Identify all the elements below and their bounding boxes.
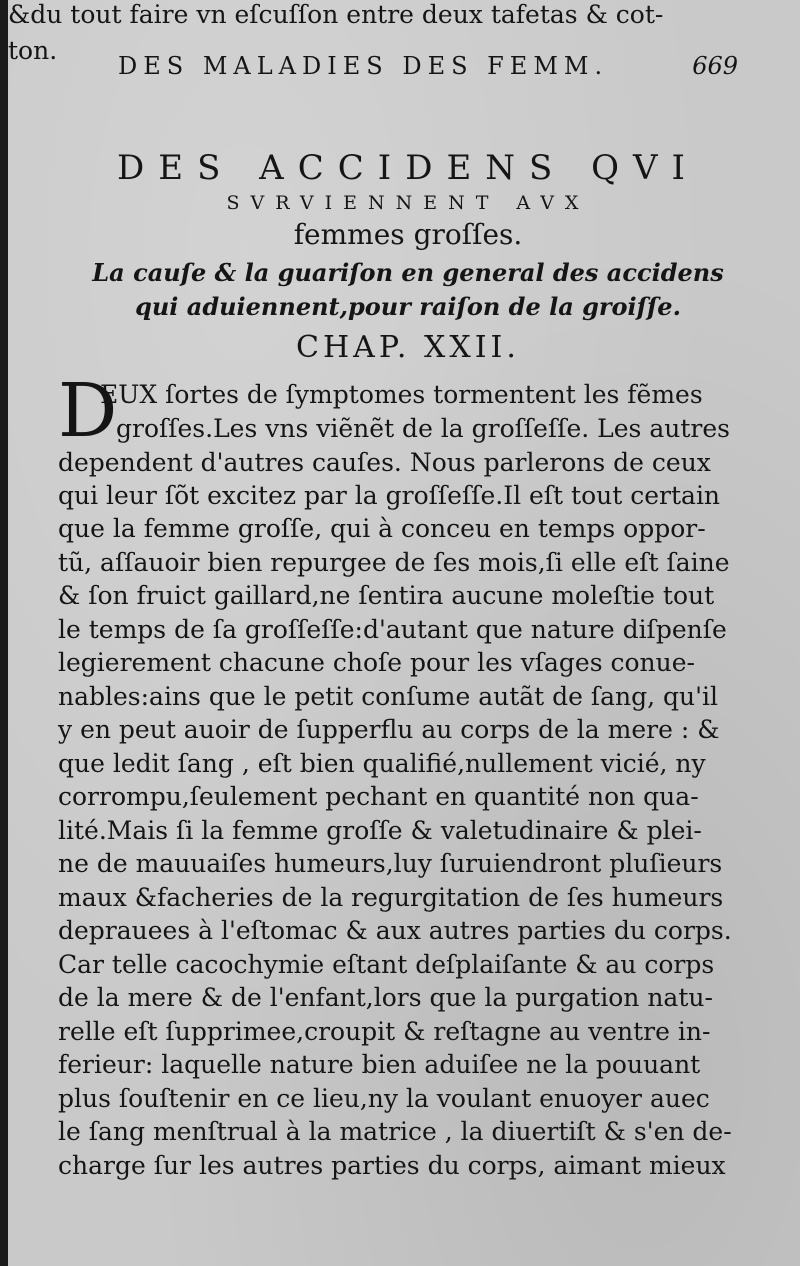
- text-line: groſſes.Les vns viẽnẽt de la groſſeſſe. Les autres: [116, 414, 730, 443]
- text-line: dependent d'autres cauſes. Nous parlerons de ceux: [58, 448, 711, 477]
- text-line: maux &facheries de la regurgitation de ſes humeurs: [58, 883, 724, 912]
- page-number: 669: [692, 52, 738, 80]
- text-line: qui leur ſõt excitez par la groſſeſſe.Il eſt tout certain: [58, 481, 721, 510]
- text-line: EUX ſortes de ſymptomes tormentent les fẽmes: [100, 380, 703, 409]
- text-line: & ſon fruict gaillard,ne ſentira aucune moleſtie tout: [58, 581, 715, 610]
- chapter-summary-line: qui aduiennent,pour raiſon de la groiſſe.: [135, 292, 681, 321]
- text-line: ne de mauuaiſes humeurs,luy ſuruiendront pluſieurs: [58, 849, 723, 878]
- book-page: [8, 0, 800, 1266]
- page-header: [118, 52, 738, 86]
- text-line: que la femme groſſe, qui à conceu en temps oppor-: [58, 514, 706, 543]
- text-line: charge ſur les autres parties du corps, aimant mieux: [58, 1151, 726, 1180]
- text-line: y en peut auoir de ſupperflu au corps de la mere : &: [58, 715, 720, 744]
- text-line: lité.Mais ſi la femme groſſe & valetudinaire & plei-: [58, 816, 702, 845]
- text-line: legierement chacune choſe pour les vſages conue-: [58, 648, 695, 677]
- text-line: relle eſt ſupprimee,croupit & reſtagne au ventre in-: [58, 1017, 711, 1046]
- section-heading: DES ACCIDENS QVI: [117, 148, 699, 188]
- text-line: &du tout faire vn eſcuſſon entre deux tafetas & cot-: [8, 0, 664, 29]
- section-subheading: SVRVIENNENT AVX: [226, 192, 590, 214]
- chapter-summary-line: La cauſe & la guariſon en general des accidens: [92, 258, 724, 287]
- text-line: plus ſouſtenir en ce lieu,ny la voulant enuoyer auec: [58, 1084, 710, 1113]
- drop-cap: D: [58, 368, 118, 454]
- text-line: corrompu,ſeulement pechant en quantité non qua-: [58, 782, 699, 811]
- text-line: Car telle cacochymie eſtant deſplaiſante & au corps: [58, 950, 715, 979]
- section-subheading-2: femmes groſſes.: [293, 218, 523, 251]
- text-line: deprauees à l'eſtomac & aux autres parties du corps.: [58, 916, 732, 945]
- text-line: ton.: [8, 36, 58, 65]
- text-line: le ſang menſtrual à la matrice , la diuertiſt & s'en de-: [58, 1117, 732, 1146]
- text-line: le temps de ſa groſſeſſe:d'autant que nature diſpenſe: [58, 615, 727, 644]
- text-line: nables:ains que le petit conſume autãt de ſang, qu'il: [58, 682, 719, 711]
- running-head: DES MALADIES DES FEMM.: [118, 52, 609, 80]
- text-line: tũ, aſſauoir bien repurgee de ſes mois,ſi elle eſt ſaine: [58, 548, 730, 577]
- text-line: de la mere & de l'enfant,lors que la purgation natu-: [58, 983, 713, 1012]
- chapter-title: CHAP. XXII.: [296, 330, 520, 365]
- text-line: que ledit ſang , eſt bien qualifié,nullement vicié, ny: [58, 749, 706, 778]
- text-line: ferieur: laquelle nature bien aduiſee ne la pouuant: [58, 1050, 701, 1079]
